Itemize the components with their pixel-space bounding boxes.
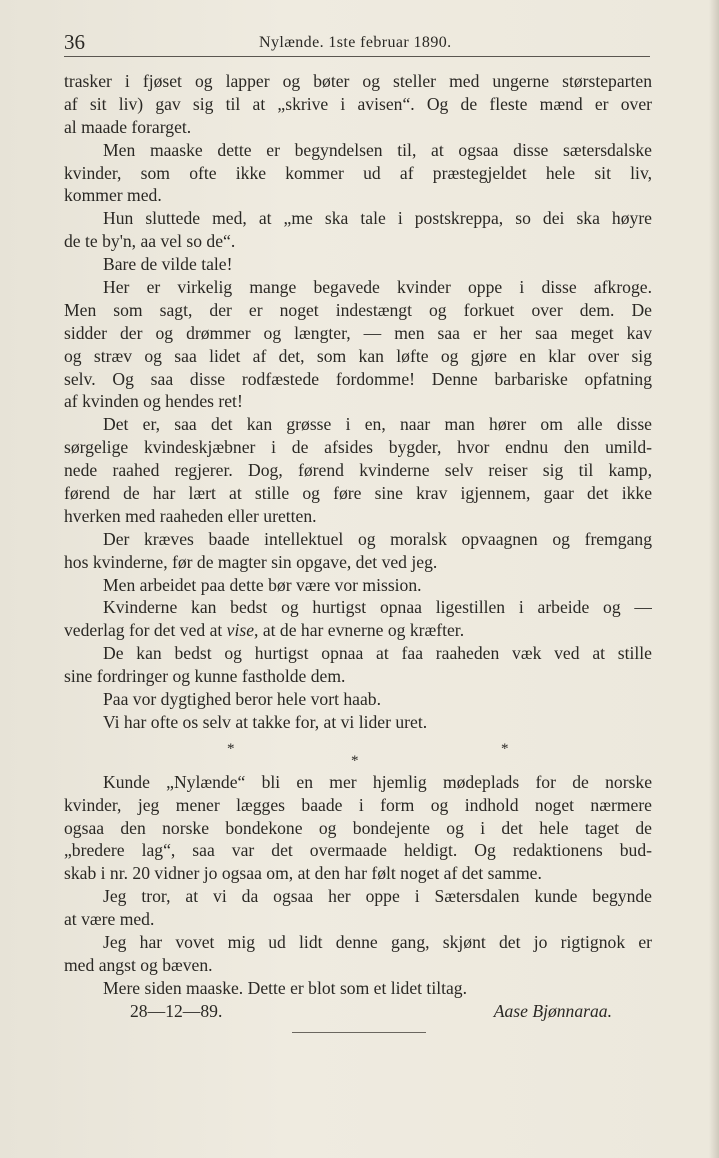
page-header (64, 30, 654, 54)
text-line: trasker i fjøset og lapper og bøter og steller med ungerne størsteparten (64, 71, 652, 91)
paragraph (64, 207, 652, 253)
text-line: hverken med raaheden eller uretten. (64, 505, 317, 526)
text-line: kvinder, jeg mener lægges baade i form og indhold noget nærmere (64, 794, 652, 815)
text-line: Bare de vilde tale! (103, 254, 233, 275)
text-line: sine fordringer og kunne fastholde dem. (64, 666, 346, 687)
paragraph (64, 413, 652, 527)
text-line: al maade forarget. (64, 116, 192, 137)
text-line: Men maaske dette er begyndelsen til, at ogsaa disse sætersdalske (103, 139, 652, 160)
text-line: af sit liv) gav sig til at „skrive i avisen“. Og de fleste mænd er over (64, 93, 652, 114)
signature-line (64, 1000, 652, 1023)
text-line: hos kvinderne, før de magter sin opgave, det ved jeg. (64, 551, 438, 572)
text-line: og stræv og saa lidet af det, som kan løfte og gjøre en klar over sig (64, 345, 652, 366)
page-number: 36 (64, 30, 85, 54)
paragraph (64, 70, 652, 139)
text-line: Kunde „Nylænde“ bli en mer hjemlig mødeplads for de norske (103, 771, 652, 792)
text-line: Men arbeidet paa dette bør være vor mission. (103, 574, 422, 595)
paragraph (64, 711, 652, 734)
text-line: Vi har ofte os selv at takke for, at vi lider uret. (103, 711, 428, 732)
text-line: kvinder, som ofte ikke kommer ud af præstegjeldet hele sit liv, (64, 162, 652, 183)
text-line: Der kræves baade intellektuel og moralsk opvaagnen og fremgang (103, 528, 652, 549)
text-line: selv. Og saa disse rodfæstede fordomme! Denne barbariske opfatning (64, 368, 652, 389)
paragraph (64, 528, 652, 574)
paragraph (64, 253, 652, 276)
text-line: førend de har lært at stille og føre sine krav igjennem, gaar det ikke (64, 483, 652, 504)
paragraph (64, 276, 652, 413)
running-head: Nylænde. 1ste februar 1890. (259, 34, 452, 51)
text-line: sørgelige kvindeskjæbner i de afsides bygder, hvor endnu den umild- (64, 437, 652, 458)
text-line: vederlag for det ved at vise, at de har evnerne og kræfter. (64, 620, 465, 641)
article-body (64, 70, 652, 1023)
section-separator (64, 734, 652, 769)
paragraph (64, 596, 652, 642)
text-line: Kvinderne kan bedst og hurtigst opnaa ligestillen i arbeide og — (103, 597, 652, 618)
paragraph (64, 139, 652, 208)
paragraph (64, 771, 652, 885)
text-line: ogsaa den norske bondekone og bondejente og i det hele taget de (64, 817, 652, 838)
text-line: skab i nr. 20 vidner jo ogsaa om, at den har følt noget af det samme. (64, 863, 542, 884)
signature-author: Aase Bjønnaraa. (493, 1000, 612, 1021)
text-line: Det er, saa det kan grøsse i en, naar man hører om alle disse (103, 414, 652, 435)
text-line: nede raahed regjerer. Dog, førend kvinderne selv reiser sig til kamp, (64, 460, 652, 481)
text-line: Jeg tror, at vi da ogsaa her oppe i Sætersdalen kunde begynde (103, 886, 652, 907)
text-line: Mere siden maaske. Dette er blot som et lidet tiltag. (103, 977, 467, 998)
text-line: at være med. (64, 909, 155, 930)
signature-date: 28—12—89. (130, 1000, 223, 1021)
paragraph (64, 574, 652, 597)
paragraph (64, 977, 652, 1000)
text-line: Her er virkelig mange begavede kvinder oppe i disse afkroge. (103, 277, 652, 298)
text-line: med angst og bæven. (64, 954, 213, 975)
text-line: Jeg har vovet mig ud lidt denne gang, skjønt det jo rigtignok er (103, 931, 652, 952)
text-line: af kvinden og hendes ret! (64, 391, 243, 412)
asterisk-icon: * (501, 740, 509, 757)
text-line: De kan bedst og hurtigst opnaa at faa raaheden væk ved at stille (103, 643, 652, 664)
asterisk-icon: * (351, 752, 359, 769)
text-line: Paa vor dygtighed beror hele vort haab. (103, 689, 381, 710)
text-line: sidder der og drømmer og længter, — men saa er her saa meget kav (64, 322, 652, 343)
text-line: de te by'n, aa vel so de“. (64, 231, 236, 252)
end-rule (292, 1032, 426, 1033)
text-line: „bredere lag“, saa var det overmaade heldigt. Og redaktionens bud- (64, 840, 652, 861)
header-rule (64, 56, 650, 57)
paragraph (64, 885, 652, 931)
paragraph (64, 931, 652, 977)
page-edge-shadow (709, 0, 719, 1158)
paragraph (64, 688, 652, 711)
text-line: Hun sluttede med, at „me ska tale i postskreppa, so dei ska høyre (103, 208, 652, 229)
text-line: Men som sagt, der er noget indestængt og forkuet over dem. De (64, 299, 652, 320)
text-line: kommer med. (64, 185, 162, 206)
paragraph (64, 642, 652, 688)
asterisk-icon: * (227, 740, 235, 757)
